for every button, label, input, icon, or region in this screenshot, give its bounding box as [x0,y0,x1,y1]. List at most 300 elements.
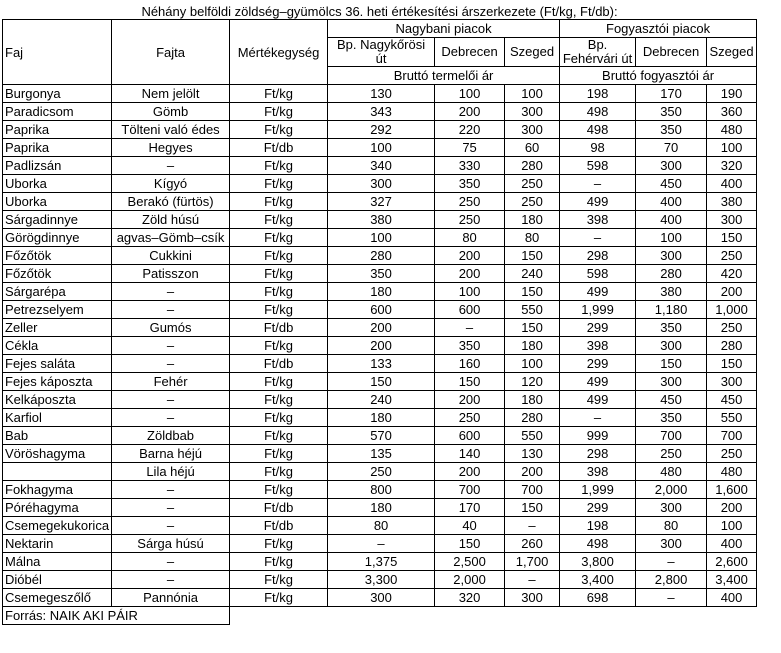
cell-retail-price: 3,400 [707,571,757,589]
cell-retail-price: 100 [707,139,757,157]
cell-fajta: – [112,481,230,499]
cell-faj: Nektarin [3,535,112,553]
header-wholesale-market: Szeged [505,38,560,67]
cell-wholesale-price: 3,300 [328,571,435,589]
cell-retail-price: 700 [707,427,757,445]
cell-unit: Ft/db [230,517,328,535]
cell-unit: Ft/kg [230,229,328,247]
cell-wholesale-price: – [505,571,560,589]
cell-retail-price: 350 [636,103,707,121]
cell-wholesale-price: 150 [328,373,435,391]
cell-faj: Zeller [3,319,112,337]
cell-faj: Sárgadinnye [3,211,112,229]
table-row [3,193,757,211]
cell-retail-price: 3,800 [560,553,636,571]
cell-wholesale-price: 130 [328,85,435,103]
cell-wholesale-price: 60 [505,139,560,157]
cell-unit: Ft/kg [230,301,328,319]
cell-wholesale-price: 330 [435,157,505,175]
source-note: Forrás: NAIK AKI PÁIR [3,607,230,625]
cell-retail-price: 198 [560,517,636,535]
cell-wholesale-price: 320 [435,589,505,607]
cell-wholesale-price: 180 [505,211,560,229]
cell-retail-price: 299 [560,355,636,373]
cell-retail-price: – [560,409,636,427]
cell-wholesale-price: 133 [328,355,435,373]
cell-wholesale-price: 100 [328,229,435,247]
cell-fajta: – [112,337,230,355]
header-wholesale-price: Bruttó termelői ár [328,67,560,85]
cell-retail-price: 480 [707,463,757,481]
cell-retail-price: 598 [560,265,636,283]
cell-retail-price: 250 [707,247,757,265]
cell-unit: Ft/kg [230,103,328,121]
cell-unit: Ft/kg [230,211,328,229]
header-retail-market: Debrecen [636,38,707,67]
cell-retail-price: 1,999 [560,481,636,499]
cell-faj: Vöröshagyma [3,445,112,463]
cell-retail-price: 498 [560,535,636,553]
cell-retail-price: 350 [636,409,707,427]
cell-wholesale-price: 150 [505,283,560,301]
cell-wholesale-price: 250 [505,175,560,193]
cell-wholesale-price: 200 [435,463,505,481]
table-row [3,589,757,607]
cell-retail-price: 698 [560,589,636,607]
cell-unit: Ft/kg [230,571,328,589]
cell-retail-price: – [636,553,707,571]
cell-retail-price: 499 [560,283,636,301]
table-row [3,157,757,175]
cell-retail-price: 2,000 [636,481,707,499]
cell-unit: Ft/db [230,355,328,373]
cell-retail-price: 400 [707,175,757,193]
cell-faj: Cékla [3,337,112,355]
cell-unit: Ft/kg [230,589,328,607]
cell-retail-price: 380 [636,283,707,301]
cell-retail-price: 400 [707,589,757,607]
cell-retail-price: 299 [560,319,636,337]
cell-retail-price: 360 [707,103,757,121]
cell-retail-price: – [560,229,636,247]
cell-retail-price: 300 [636,373,707,391]
cell-faj: Fokhagyma [3,481,112,499]
cell-retail-price: 3,400 [560,571,636,589]
cell-retail-price: 999 [560,427,636,445]
cell-wholesale-price: 250 [505,193,560,211]
cell-retail-price: 1,180 [636,301,707,319]
cell-wholesale-price: 300 [505,589,560,607]
cell-retail-price: 498 [560,103,636,121]
cell-faj: Bab [3,427,112,445]
cell-faj: Görögdinnye [3,229,112,247]
cell-retail-price: 150 [707,229,757,247]
cell-fajta: – [112,283,230,301]
price-table [2,4,757,625]
header-retail-market: Bp. Fehérvári út [560,38,636,67]
cell-unit: Ft/kg [230,265,328,283]
cell-retail-price: 499 [560,391,636,409]
header-unit: Mértékegység [230,20,328,85]
cell-faj: Petrezselyem [3,301,112,319]
table-row [3,247,757,265]
cell-wholesale-price: 100 [505,355,560,373]
cell-retail-price: 320 [707,157,757,175]
table-row [3,355,757,373]
cell-unit: Ft/kg [230,175,328,193]
cell-fajta: Kígyó [112,175,230,193]
cell-retail-price: 450 [636,175,707,193]
cell-fajta: Pannónia [112,589,230,607]
cell-fajta: Barna héjú [112,445,230,463]
table-row [3,265,757,283]
cell-wholesale-price: 150 [435,373,505,391]
cell-fajta: Cukkini [112,247,230,265]
cell-fajta: – [112,409,230,427]
cell-wholesale-price: 350 [328,265,435,283]
cell-wholesale-price: 340 [328,157,435,175]
cell-fajta: – [112,571,230,589]
cell-retail-price: 480 [707,121,757,139]
cell-wholesale-price: 180 [328,499,435,517]
cell-wholesale-price: – [328,535,435,553]
table-row [3,283,757,301]
cell-faj: Paprika [3,139,112,157]
cell-wholesale-price: 200 [328,337,435,355]
cell-retail-price: 1,000 [707,301,757,319]
table-row [3,499,757,517]
cell-fajta: Sárga húsú [112,535,230,553]
cell-retail-price: 250 [707,445,757,463]
cell-retail-price: – [636,589,707,607]
cell-wholesale-price: 180 [328,283,435,301]
cell-retail-price: 480 [636,463,707,481]
table-row [3,175,757,193]
cell-unit: Ft/db [230,139,328,157]
cell-wholesale-price: 250 [435,193,505,211]
cell-retail-price: 350 [636,121,707,139]
cell-retail-price: 250 [707,319,757,337]
cell-wholesale-price: 280 [328,247,435,265]
table-row [3,481,757,499]
cell-wholesale-price: 135 [328,445,435,463]
table-row [3,535,757,553]
cell-retail-price: 299 [560,499,636,517]
cell-wholesale-price: 240 [328,391,435,409]
cell-retail-price: 350 [636,319,707,337]
cell-retail-price: 400 [636,211,707,229]
cell-wholesale-price: 700 [505,481,560,499]
table-row [3,445,757,463]
cell-faj: Sárgarépa [3,283,112,301]
cell-wholesale-price: 200 [505,463,560,481]
cell-fajta: Hegyes [112,139,230,157]
cell-wholesale-price: 800 [328,481,435,499]
cell-retail-price: 700 [636,427,707,445]
cell-wholesale-price: 150 [435,535,505,553]
header-fajta: Fajta [112,20,230,85]
cell-wholesale-price: 180 [505,337,560,355]
cell-wholesale-price: 200 [328,319,435,337]
cell-retail-price: 150 [707,355,757,373]
cell-unit: Ft/kg [230,553,328,571]
cell-retail-price: 200 [707,283,757,301]
cell-unit: Ft/kg [230,463,328,481]
cell-wholesale-price: 300 [328,175,435,193]
cell-wholesale-price: 80 [435,229,505,247]
cell-faj: Uborka [3,175,112,193]
table-title: Néhány belföldi zöldség–gyümölcs 36. heti értékesítési árszerkezete (Ft/kg, Ft/db): [141,4,618,19]
cell-faj: Karfiol [3,409,112,427]
cell-wholesale-price: 100 [328,139,435,157]
cell-wholesale-price: 100 [505,85,560,103]
cell-wholesale-price: 170 [435,499,505,517]
cell-retail-price: 300 [636,157,707,175]
cell-fajta: – [112,157,230,175]
cell-faj: Csemegekukorica [3,517,112,535]
cell-wholesale-price: 280 [505,157,560,175]
cell-faj: Dióbél [3,571,112,589]
cell-wholesale-price: 130 [505,445,560,463]
table-row [3,301,757,319]
cell-wholesale-price: 200 [435,247,505,265]
cell-retail-price: 420 [707,265,757,283]
cell-wholesale-price: 700 [435,481,505,499]
cell-faj: Csemegeszőlő [3,589,112,607]
cell-retail-price: 300 [636,535,707,553]
cell-retail-price: 300 [707,373,757,391]
cell-unit: Ft/kg [230,409,328,427]
cell-retail-price: 400 [636,193,707,211]
table-row [3,517,757,535]
cell-wholesale-price: 160 [435,355,505,373]
cell-fajta: – [112,391,230,409]
cell-faj: Málna [3,553,112,571]
cell-retail-price: 2,600 [707,553,757,571]
cell-fajta: – [112,301,230,319]
table-row [3,85,757,103]
cell-retail-price: 450 [636,391,707,409]
cell-wholesale-price: 80 [505,229,560,247]
table-row [3,337,757,355]
cell-retail-price: 298 [560,247,636,265]
table-row [3,139,757,157]
cell-retail-price: 398 [560,463,636,481]
cell-wholesale-price: 180 [328,409,435,427]
cell-retail-price: 280 [636,265,707,283]
cell-unit: Ft/kg [230,535,328,553]
cell-retail-price: 300 [636,247,707,265]
cell-retail-price: 250 [636,445,707,463]
table-row [3,211,757,229]
cell-faj: Főzőtök [3,265,112,283]
header-retail-market: Szeged [707,38,757,67]
cell-wholesale-price: 250 [435,211,505,229]
cell-unit: Ft/kg [230,85,328,103]
cell-wholesale-price: 350 [435,337,505,355]
table-row [3,103,757,121]
cell-wholesale-price: 200 [435,103,505,121]
cell-wholesale-price: 100 [435,283,505,301]
cell-retail-price: 298 [560,445,636,463]
cell-wholesale-price: 300 [505,103,560,121]
cell-unit: Ft/kg [230,391,328,409]
cell-retail-price: 198 [560,85,636,103]
cell-wholesale-price: 140 [435,445,505,463]
cell-wholesale-price: – [505,517,560,535]
cell-retail-price: 1,999 [560,301,636,319]
cell-wholesale-price: 343 [328,103,435,121]
cell-retail-price: 170 [636,85,707,103]
cell-faj: Kelkáposzta [3,391,112,409]
cell-retail-price: 300 [707,211,757,229]
cell-retail-price: 80 [636,517,707,535]
table-row [3,409,757,427]
cell-retail-price: 498 [560,121,636,139]
cell-unit: Ft/kg [230,445,328,463]
cell-retail-price: 100 [636,229,707,247]
cell-retail-price: 398 [560,211,636,229]
cell-faj: Paprika [3,121,112,139]
cell-wholesale-price: – [435,319,505,337]
cell-wholesale-price: 200 [435,391,505,409]
cell-retail-price: 100 [707,517,757,535]
cell-retail-price: 1,600 [707,481,757,499]
cell-unit: Ft/kg [230,427,328,445]
cell-wholesale-price: 1,700 [505,553,560,571]
table-row [3,121,757,139]
cell-unit: Ft/kg [230,193,328,211]
cell-retail-price: 190 [707,85,757,103]
header-wholesale-market: Debrecen [435,38,505,67]
cell-wholesale-price: 327 [328,193,435,211]
table-row [3,373,757,391]
cell-faj: Burgonya [3,85,112,103]
cell-wholesale-price: 2,500 [435,553,505,571]
cell-retail-price: 300 [636,499,707,517]
cell-fajta: – [112,499,230,517]
cell-retail-price: 450 [707,391,757,409]
cell-wholesale-price: 100 [435,85,505,103]
cell-retail-price: 499 [560,193,636,211]
table-row [3,319,757,337]
cell-unit: Ft/db [230,319,328,337]
cell-fajta: agvas–Gömb–csík [112,229,230,247]
table-row [3,229,757,247]
cell-fajta: Gömb [112,103,230,121]
cell-wholesale-price: 150 [505,499,560,517]
cell-wholesale-price: 80 [328,517,435,535]
cell-wholesale-price: 300 [505,121,560,139]
cell-unit: Ft/kg [230,157,328,175]
cell-faj: Főzőtök [3,247,112,265]
cell-wholesale-price: 600 [435,301,505,319]
cell-fajta: – [112,553,230,571]
table-row [3,427,757,445]
header-retail-group: Fogyasztói piacok [560,20,757,38]
cell-fajta: Gumós [112,319,230,337]
cell-fajta: Lila héjú [112,463,230,481]
cell-wholesale-price: 200 [435,265,505,283]
cell-wholesale-price: 380 [328,211,435,229]
cell-retail-price: 380 [707,193,757,211]
cell-unit: Ft/kg [230,283,328,301]
header-wholesale-group: Nagybani piacok [328,20,560,38]
cell-retail-price: 2,800 [636,571,707,589]
cell-fajta: Berakó (fürtös) [112,193,230,211]
table-row [3,571,757,589]
cell-unit: Ft/db [230,499,328,517]
cell-wholesale-price: 570 [328,427,435,445]
table-row [3,463,757,481]
cell-wholesale-price: 240 [505,265,560,283]
cell-faj: Uborka [3,193,112,211]
cell-retail-price: 598 [560,157,636,175]
cell-retail-price: 398 [560,337,636,355]
cell-wholesale-price: 550 [505,301,560,319]
cell-retail-price: 150 [636,355,707,373]
cell-wholesale-price: 260 [505,535,560,553]
cell-faj: Paradicsom [3,103,112,121]
cell-wholesale-price: 220 [435,121,505,139]
cell-retail-price: 499 [560,373,636,391]
table-row [3,391,757,409]
cell-retail-price: 280 [707,337,757,355]
cell-faj: Póréhagyma [3,499,112,517]
cell-wholesale-price: 250 [328,463,435,481]
cell-wholesale-price: 280 [505,409,560,427]
cell-retail-price: 70 [636,139,707,157]
cell-fajta: Nem jelölt [112,85,230,103]
header-retail-price: Bruttó fogyasztói ár [560,67,757,85]
cell-wholesale-price: 150 [505,319,560,337]
cell-wholesale-price: 1,375 [328,553,435,571]
cell-unit: Ft/kg [230,373,328,391]
cell-faj: Fejes káposzta [3,373,112,391]
cell-wholesale-price: 300 [328,589,435,607]
cell-wholesale-price: 600 [328,301,435,319]
cell-unit: Ft/kg [230,247,328,265]
cell-retail-price: 550 [707,409,757,427]
cell-retail-price: 200 [707,499,757,517]
cell-fajta: Patisszon [112,265,230,283]
cell-fajta: Zöldbab [112,427,230,445]
cell-wholesale-price: 2,000 [435,571,505,589]
cell-retail-price: 98 [560,139,636,157]
cell-wholesale-price: 40 [435,517,505,535]
table-row [3,553,757,571]
cell-faj: Fejes saláta [3,355,112,373]
cell-wholesale-price: 180 [505,391,560,409]
cell-faj: Padlizsán [3,157,112,175]
header-faj: Faj [3,20,112,85]
cell-wholesale-price: 75 [435,139,505,157]
cell-wholesale-price: 250 [435,409,505,427]
cell-wholesale-price: 292 [328,121,435,139]
cell-unit: Ft/kg [230,481,328,499]
cell-retail-price: 300 [636,337,707,355]
cell-fajta: Tölteni való édes [112,121,230,139]
cell-wholesale-price: 550 [505,427,560,445]
cell-fajta: – [112,517,230,535]
cell-fajta: Fehér [112,373,230,391]
cell-unit: Ft/kg [230,337,328,355]
cell-faj [3,463,112,481]
cell-retail-price: – [560,175,636,193]
cell-retail-price: 400 [707,535,757,553]
cell-fajta: – [112,355,230,373]
cell-wholesale-price: 600 [435,427,505,445]
